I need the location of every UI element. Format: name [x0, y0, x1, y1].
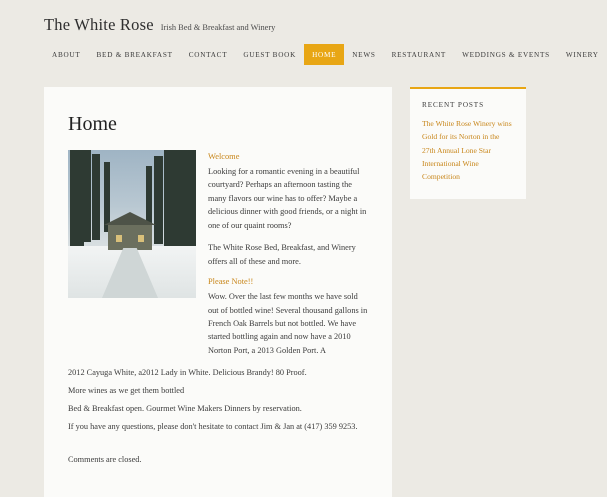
- nav-item-weddings-events[interactable]: WEDDINGS & EVENTS: [462, 50, 550, 59]
- wide-paragraph-1: 2012 Cayuga White, a2012 Lady in White. Delicious Brandy! 80 Proof.: [68, 368, 307, 378]
- intro-text-column: [208, 150, 368, 366]
- nav-item-restaurant[interactable]: RESTAURANT: [391, 50, 447, 59]
- recent-post-link[interactable]: The White Rose Winery wins Gold for its Norton in the 27th Annual Lone Star International Wine Competition: [422, 119, 512, 182]
- welcome-paragraph: Looking for a romantic evening in a beautiful courtyard? Perhaps an afternoon tasting the many flavors our wine has to offer? Maybe a delicious dinner with good friends, or a night in one of our quaint rooms?: [208, 167, 367, 230]
- wide-paragraph-2: More wines as we get them bottled: [68, 386, 185, 396]
- article-intro: [68, 150, 368, 366]
- primary-navigation: [0, 44, 600, 65]
- sidebar: [410, 87, 526, 199]
- wide-paragraph-3: Bed & Breakfast open. Gourmet Wine Makers Dinners by reservation.: [68, 403, 302, 413]
- nav-item-news[interactable]: NEWS: [352, 50, 376, 59]
- wide-paragraph-4: If you have any questions, please don't hesitate to contact Jim & Jan at (417) 359 9253.: [68, 421, 358, 431]
- recent-posts-title: RECENT POSTS: [422, 101, 484, 109]
- site-header: [0, 0, 600, 65]
- site-title[interactable]: The White Rose: [44, 15, 154, 34]
- site-tagline: Irish Bed & Breakfast and Winery: [160, 23, 276, 32]
- comments-status: Comments are closed.: [68, 455, 142, 465]
- offer-paragraph: The White Rose Bed, Breakfast, and Winery offers all of these and more.: [208, 243, 356, 266]
- note-heading: Please Note!!: [208, 277, 254, 287]
- featured-image: [68, 150, 196, 298]
- branding: [0, 10, 600, 35]
- main-content-panel: [44, 87, 392, 497]
- content-area: [0, 65, 600, 497]
- nav-item-guest-book[interactable]: GUEST BOOK: [243, 50, 297, 59]
- nav-item-home[interactable]: HOME: [304, 44, 344, 65]
- page-title: Home: [68, 113, 117, 135]
- nav-item-contact[interactable]: CONTACT: [188, 50, 228, 59]
- nav-item-winery[interactable]: WINERY: [565, 50, 599, 59]
- note-paragraph: Wow. Over the last few months we have sold out of bottled wine! Several thousand gallons in French Oak Barrels but not bottled. We have started bottling again and now have a 2010 Norton Port, a 2013 Golden Port. A: [208, 292, 368, 355]
- welcome-heading: Welcome: [208, 152, 240, 161]
- nav-item-about[interactable]: ABOUT: [52, 50, 81, 59]
- nav-item-bed-breakfast[interactable]: BED & BREAKFAST: [96, 50, 173, 59]
